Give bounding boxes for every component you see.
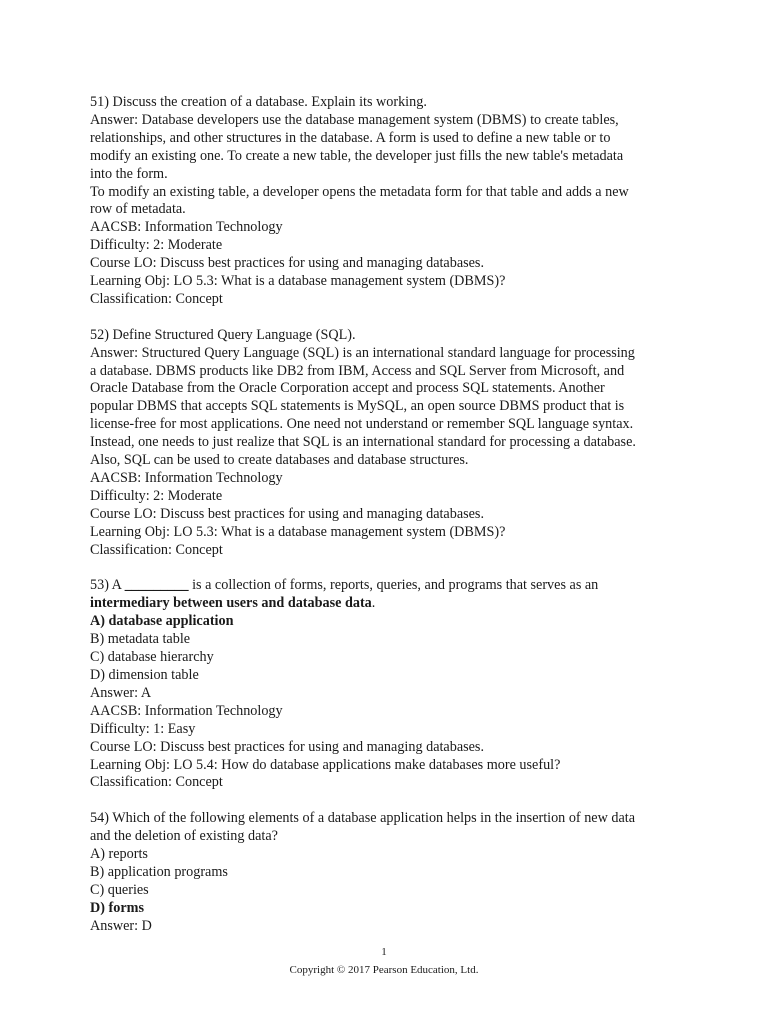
answer-text-line: Instead, one needs to just realize that SQL is an international standard for processing a database. [90,434,636,451]
classification-tag: Classification: Concept [90,541,223,558]
option-d-correct: D) forms [90,899,144,916]
classification-tag: Classification: Concept [90,774,223,791]
question-prompt: 51) Discuss the creation of a database. Explain its working. [90,94,427,110]
question-52 [90,327,690,560]
course-lo-tag: Course LO: Discuss best practices for using and managing databases. [90,738,485,755]
question-53 [90,577,690,792]
question-spacer [90,560,690,578]
answer-text-line: modify an existing one. To create a new table, the developer just fills the new table's metadata [90,147,624,164]
question-spacer [90,309,690,327]
option-c: C) database hierarchy [90,649,214,666]
learning-obj-tag: Learning Obj: LO 5.3: What is a database management system (DBMS)? [90,273,506,290]
answer-key: Answer: A [90,684,152,701]
prompt-suffix: is a collection of forms, reports, queries, and programs that serves as an [188,577,599,594]
answer-text-line: Also, SQL can be used to create databases and database structures. [90,452,469,469]
learning-obj-tag: Learning Obj: LO 5.4: How do database applications make databases more useful? [90,756,561,773]
copyright-notice: Copyright © 2017 Pearson Education, Ltd. [289,964,479,976]
answer-text-line: into the form. [90,165,168,182]
option-b: B) metadata table [90,631,191,648]
prompt-period: . [371,595,376,612]
answer-text-line: popular DBMS that accepts SQL statements is MySQL, an open source DBMS product that is [90,398,625,415]
course-lo-tag: Course LO: Discuss best practices for using and managing databases. [90,255,485,272]
question-prompt [90,577,690,595]
question-prompt: 54) Which of the following elements of a database application helps in the insertion of new data [90,810,636,827]
prompt-prefix: 53) A [90,577,125,594]
difficulty-tag: Difficulty: 1: Easy [90,720,196,737]
answer-text-line: To modify an existing table, a developer opens the metadata form for that table and adds a new [90,183,629,200]
document-page [90,94,690,936]
answer-text-line: license-free for most applications. One need not understand or remember SQL language syntax. [90,416,634,433]
classification-tag: Classification: Concept [90,290,223,307]
answer-text-line: Answer: Structured Query Language (SQL) is an international standard language for processing [90,344,635,361]
option-d: D) dimension table [90,666,199,683]
answer-text-line: Oracle Database from the Oracle Corporation accept and process SQL statements. Another [90,380,605,397]
difficulty-tag: Difficulty: 2: Moderate [90,237,223,254]
option-a-correct: A) database application [90,613,234,630]
question-51 [90,94,690,309]
aacsb-tag: AACSB: Information Technology [90,219,283,236]
course-lo-tag: Course LO: Discuss best practices for using and managing databases. [90,505,485,522]
answer-text-line: relationships, and other structures in the database. A form is used to define a new table or to [90,129,611,146]
option-b: B) application programs [90,863,228,880]
question-spacer [90,792,690,810]
aacsb-tag: AACSB: Information Technology [90,702,283,719]
option-c: C) queries [90,881,149,898]
aacsb-tag: AACSB: Information Technology [90,470,283,487]
answer-text-line: row of metadata. [90,201,186,218]
answer-text-line: a database. DBMS products like DB2 from IBM, Access and SQL Server from Microsoft, and [90,362,625,379]
prompt-emphasis: intermediary between users and database data [90,595,372,612]
question-54 [90,810,690,935]
fill-in-blank: _________ [124,577,189,594]
learning-obj-tag: Learning Obj: LO 5.3: What is a database management system (DBMS)? [90,523,506,540]
answer-key: Answer: D [90,917,152,934]
question-prompt-continued [90,595,690,613]
difficulty-tag: Difficulty: 2: Moderate [90,487,223,504]
page-number: 1 [381,946,387,958]
question-prompt-continued: and the deletion of existing data? [90,828,278,845]
question-prompt: 52) Define Structured Query Language (SQL). [90,326,356,343]
answer-text-line: Answer: Database developers use the database management system (DBMS) to create tables, [90,111,619,128]
option-a: A) reports [90,846,148,863]
